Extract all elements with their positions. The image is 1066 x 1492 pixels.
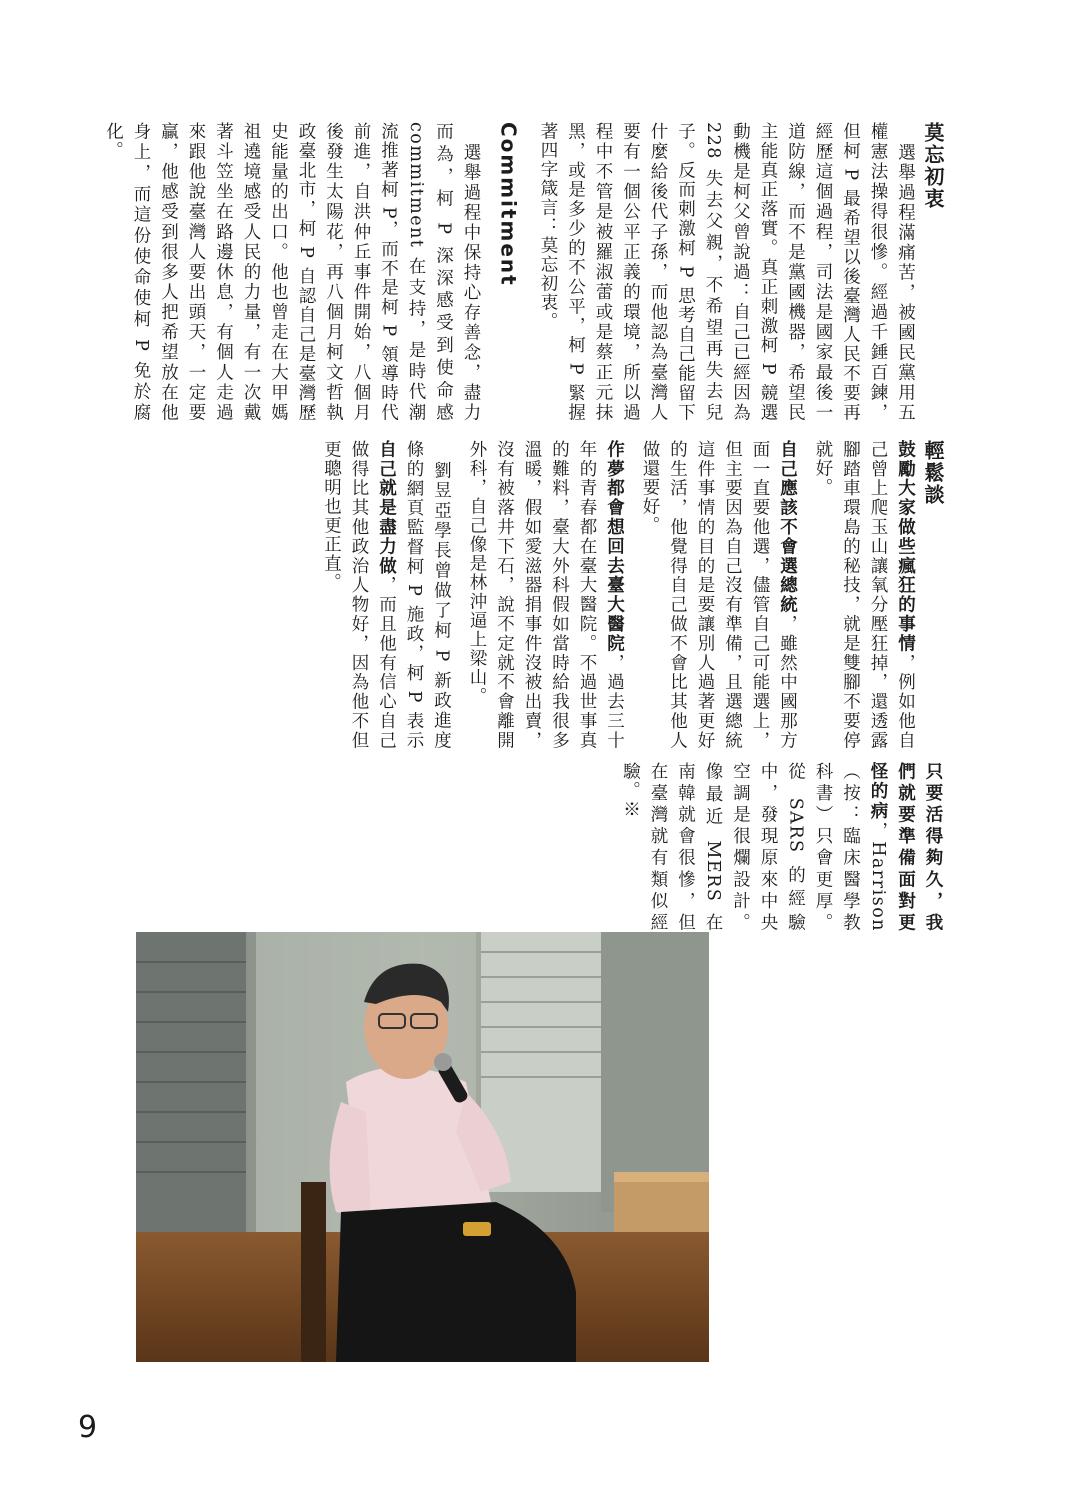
text-ntuh: ，過去三十年的青春都在臺大醫院。不過世事真的難料，臺大外科假如當時給我很多溫暖，假如愛滋器捐事件沒被出賣，沒有被落井下石，說不定就不會離開外科，自己像是林沖逼上梁山。	[467, 440, 625, 751]
photo-illustration	[136, 932, 709, 1362]
heading-commitment: Commitment	[496, 122, 521, 287]
paragraph-progress	[317, 440, 455, 750]
text-progress-rest: ，而且他有信心自己做得比其他政治人物好，因為他不但更聰明也更正直。	[321, 440, 397, 751]
column-middle	[321, 440, 946, 751]
bold-strange-disease: 只要活得夠久，我們就要準備面對更怪的病	[868, 762, 943, 932]
bold-crazy-things: 鼓勵大家做些瘋狂的事情	[895, 440, 916, 654]
paragraph-crazy-things	[809, 440, 919, 750]
column-top	[103, 122, 946, 422]
heading-relax: 輕鬆談	[921, 440, 945, 506]
text-crazy-things: ，例如他自己曾上爬玉山讓氧分壓狂掉，還透露腳踏車環島的秘技，就是雙腳不要停就好。	[813, 440, 916, 751]
page-number: 9	[78, 1410, 98, 1445]
photo-speaker	[136, 932, 709, 1362]
paragraph-president	[636, 440, 801, 750]
text-strange-disease: ，Harrison（按：臨床醫學教科書）只會更厚。從 SARS 的經驗中，發現原來中央空調是很爛設計。像最近 MERS 在南韓就會很慘，但在臺灣就有類似經驗。※	[620, 762, 888, 932]
bold-ntuh: 作夢都會想回去臺大醫院	[604, 440, 625, 654]
bold-president: 自己應該不會選總統	[777, 440, 798, 615]
paragraph-ntuh	[463, 440, 628, 750]
column-bottom	[620, 762, 946, 932]
text-progress-start: 劉昱亞學長曾做了柯 P 新政進度條的網頁監督柯 P 施政，柯 P 表示	[404, 440, 452, 750]
heading-mowang: 莫忘初衷	[921, 122, 945, 210]
text-president: ，雖然中國那方面一直要他選，儘管自己可能選上，但主要因為自己沒有準備，且選總統這件事情的目的是要讓別人過著更好的生活，他覺得自己做不會比其他人做還要好。	[640, 440, 798, 751]
paragraph-commitment: 選舉過程中保持心存善念，盡力而為，柯 P 深深感受到使命感 commitment 在支持，是時代潮流推著柯 P，而不是柯 P 領導時代前進，自洪仲丘事件開始，八個月後發生太陽花，再八個月柯文哲執政臺北市，柯 P 自認自己是臺灣歷史能量的出口。他也曾走在大甲媽祖遶境感受人民的力量，有一次戴著斗笠坐在路邊休息，有個人走過來跟他說臺灣人要出頭天，一定要贏，他感受到很多人把希望放在他身上，而這份使命使柯 P 免於腐化。	[103, 122, 481, 422]
bold-progress: 自己就是盡力做	[376, 440, 397, 576]
paragraph-strange-disease	[616, 762, 946, 932]
paragraph-mowang: 選舉過程滿痛苦，被國民黨用五權憲法操得很慘。經過千錘百鍊，但柯 P 最希望以後臺灣人民不要再經歷這個過程，司法是國家最後一道防線，而不是黨國機器，希望民主能真正落實。真正刺激柯 P 競選動機是柯父曾說過：自己已經因為 228 失去父親，不希望再失去兒子。反而刺激柯 P 思考自己能留下什麼給後代子孫，而他認為臺灣人要有一個公平正義的環境，所以過程中不管是被羅淑蕾或是蔡正元抹黑，或是多少的不公平，柯 P 緊握著四字箴言：莫忘初衷。	[538, 122, 916, 422]
